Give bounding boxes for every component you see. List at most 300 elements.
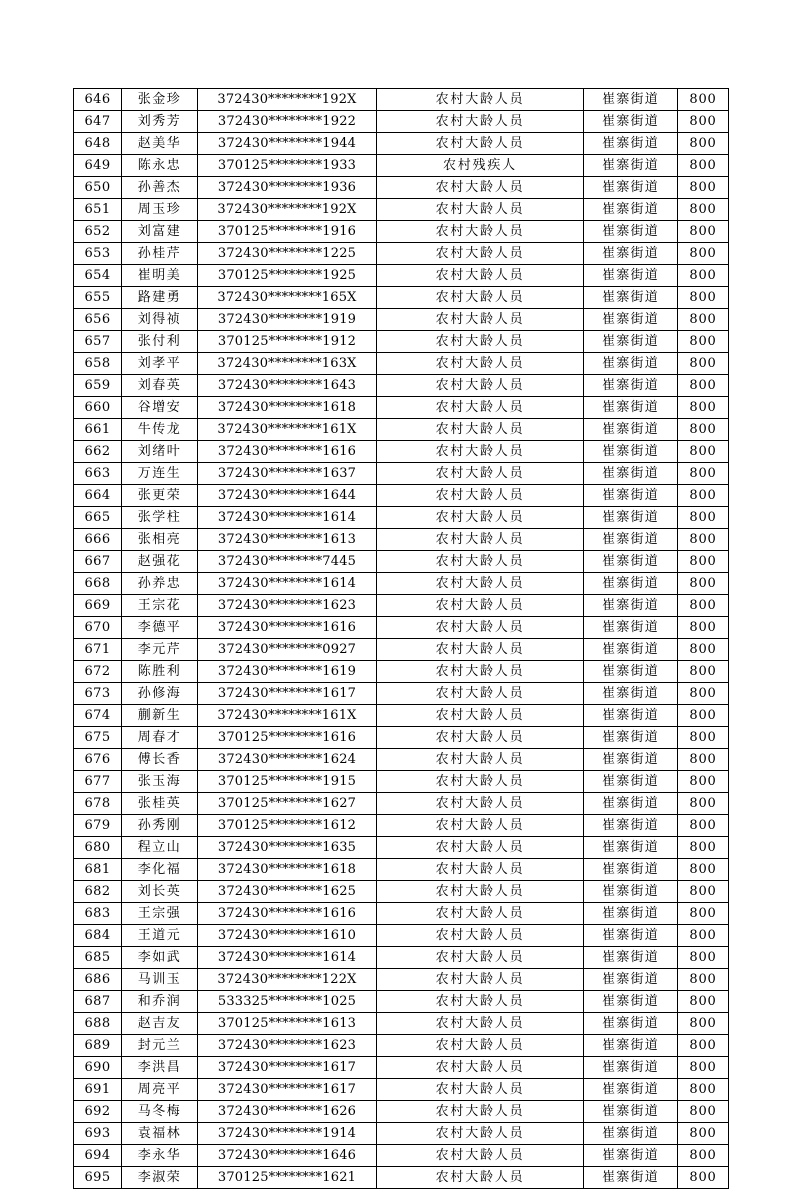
table-row	[74, 881, 729, 903]
cell-amount: 800	[678, 969, 729, 991]
cell-amount: 800	[678, 881, 729, 903]
cell-seq: 692	[74, 1101, 122, 1123]
table-row	[74, 1101, 729, 1123]
cell-street: 崔寨街道	[584, 1145, 678, 1167]
cell-amount: 800	[678, 551, 729, 573]
table-row	[74, 111, 729, 133]
table-row	[74, 859, 729, 881]
cell-category: 农村大龄人员	[377, 265, 584, 287]
cell-category: 农村大龄人员	[377, 1145, 584, 1167]
cell-amount: 800	[678, 1057, 729, 1079]
cell-id-number: 372430********1624	[198, 749, 377, 771]
cell-name: 刘得祯	[122, 309, 198, 331]
cell-amount: 800	[678, 1123, 729, 1145]
cell-street: 崔寨街道	[584, 1167, 678, 1189]
cell-id-number: 372430********1614	[198, 947, 377, 969]
cell-id-number: 370125********1616	[198, 727, 377, 749]
cell-seq: 683	[74, 903, 122, 925]
cell-category: 农村大龄人员	[377, 529, 584, 551]
cell-name: 赵吉友	[122, 1013, 198, 1035]
cell-id-number: 372430********1644	[198, 485, 377, 507]
cell-name: 蒯新生	[122, 705, 198, 727]
cell-id-number: 372430********122X	[198, 969, 377, 991]
cell-street: 崔寨街道	[584, 287, 678, 309]
cell-category: 农村大龄人员	[377, 727, 584, 749]
cell-category: 农村大龄人员	[377, 991, 584, 1013]
cell-name: 李元芹	[122, 639, 198, 661]
table-row	[74, 397, 729, 419]
cell-name: 孙修海	[122, 683, 198, 705]
cell-seq: 694	[74, 1145, 122, 1167]
cell-amount: 800	[678, 859, 729, 881]
cell-seq: 684	[74, 925, 122, 947]
cell-seq: 678	[74, 793, 122, 815]
cell-street: 崔寨街道	[584, 859, 678, 881]
table-row	[74, 265, 729, 287]
cell-amount: 800	[678, 793, 729, 815]
table-row	[74, 155, 729, 177]
cell-street: 崔寨街道	[584, 155, 678, 177]
cell-name: 张更荣	[122, 485, 198, 507]
cell-category: 农村大龄人员	[377, 749, 584, 771]
cell-category: 农村大龄人员	[377, 793, 584, 815]
cell-seq: 659	[74, 375, 122, 397]
cell-seq: 675	[74, 727, 122, 749]
cell-name: 程立山	[122, 837, 198, 859]
cell-street: 崔寨街道	[584, 1035, 678, 1057]
cell-seq: 672	[74, 661, 122, 683]
cell-street: 崔寨街道	[584, 683, 678, 705]
cell-street: 崔寨街道	[584, 727, 678, 749]
cell-name: 马训玉	[122, 969, 198, 991]
cell-seq: 668	[74, 573, 122, 595]
cell-name: 陈永忠	[122, 155, 198, 177]
cell-name: 封元兰	[122, 1035, 198, 1057]
cell-category: 农村大龄人员	[377, 705, 584, 727]
cell-category: 农村大龄人员	[377, 199, 584, 221]
cell-name: 张付利	[122, 331, 198, 353]
cell-street: 崔寨街道	[584, 375, 678, 397]
cell-id-number: 372430********1613	[198, 529, 377, 551]
cell-id-number: 372430********1635	[198, 837, 377, 859]
cell-category: 农村大龄人员	[377, 1057, 584, 1079]
cell-seq: 646	[74, 89, 122, 111]
table-row	[74, 243, 729, 265]
cell-name: 万连生	[122, 463, 198, 485]
cell-seq: 662	[74, 441, 122, 463]
cell-seq: 680	[74, 837, 122, 859]
cell-amount: 800	[678, 397, 729, 419]
cell-amount: 800	[678, 705, 729, 727]
table-row	[74, 815, 729, 837]
cell-name: 李洪昌	[122, 1057, 198, 1079]
cell-name: 周亮平	[122, 1079, 198, 1101]
cell-seq: 679	[74, 815, 122, 837]
cell-street: 崔寨街道	[584, 89, 678, 111]
cell-seq: 666	[74, 529, 122, 551]
table-row	[74, 705, 729, 727]
cell-id-number: 370125********1912	[198, 331, 377, 353]
cell-category: 农村大龄人员	[377, 89, 584, 111]
cell-id-number: 372430********1617	[198, 1079, 377, 1101]
cell-street: 崔寨街道	[584, 111, 678, 133]
cell-category: 农村大龄人员	[377, 419, 584, 441]
roster-table-container	[73, 88, 728, 1189]
cell-street: 崔寨街道	[584, 749, 678, 771]
cell-seq: 658	[74, 353, 122, 375]
cell-street: 崔寨街道	[584, 485, 678, 507]
cell-id-number: 372430********1936	[198, 177, 377, 199]
cell-amount: 800	[678, 1145, 729, 1167]
cell-street: 崔寨街道	[584, 551, 678, 573]
cell-street: 崔寨街道	[584, 639, 678, 661]
cell-id-number: 372430********1922	[198, 111, 377, 133]
cell-street: 崔寨街道	[584, 441, 678, 463]
table-row	[74, 353, 729, 375]
cell-name: 周春才	[122, 727, 198, 749]
cell-street: 崔寨街道	[584, 309, 678, 331]
cell-id-number: 533325********1025	[198, 991, 377, 1013]
cell-id-number: 372430********1643	[198, 375, 377, 397]
cell-street: 崔寨街道	[584, 991, 678, 1013]
cell-category: 农村大龄人员	[377, 375, 584, 397]
cell-seq: 690	[74, 1057, 122, 1079]
cell-seq: 689	[74, 1035, 122, 1057]
cell-seq: 685	[74, 947, 122, 969]
cell-street: 崔寨街道	[584, 419, 678, 441]
cell-id-number: 372430********1616	[198, 617, 377, 639]
cell-name: 李德平	[122, 617, 198, 639]
cell-seq: 669	[74, 595, 122, 617]
cell-name: 刘绪叶	[122, 441, 198, 463]
cell-id-number: 372430********1646	[198, 1145, 377, 1167]
cell-name: 王道元	[122, 925, 198, 947]
cell-street: 崔寨街道	[584, 1123, 678, 1145]
cell-id-number: 372430********1623	[198, 595, 377, 617]
cell-amount: 800	[678, 639, 729, 661]
cell-id-number: 372430********1944	[198, 133, 377, 155]
cell-seq: 657	[74, 331, 122, 353]
cell-street: 崔寨街道	[584, 837, 678, 859]
cell-amount: 800	[678, 353, 729, 375]
cell-category: 农村大龄人员	[377, 595, 584, 617]
cell-amount: 800	[678, 903, 729, 925]
cell-amount: 800	[678, 243, 729, 265]
cell-amount: 800	[678, 1079, 729, 1101]
table-row	[74, 375, 729, 397]
cell-id-number: 372430********192X	[198, 89, 377, 111]
cell-amount: 800	[678, 925, 729, 947]
cell-category: 农村大龄人员	[377, 771, 584, 793]
cell-category: 农村大龄人员	[377, 1035, 584, 1057]
table-row	[74, 749, 729, 771]
cell-name: 刘长英	[122, 881, 198, 903]
cell-seq: 671	[74, 639, 122, 661]
cell-amount: 800	[678, 683, 729, 705]
cell-name: 刘富建	[122, 221, 198, 243]
cell-category: 农村大龄人员	[377, 1079, 584, 1101]
table-row	[74, 991, 729, 1013]
cell-seq: 653	[74, 243, 122, 265]
cell-seq: 663	[74, 463, 122, 485]
cell-street: 崔寨街道	[584, 881, 678, 903]
cell-street: 崔寨街道	[584, 969, 678, 991]
cell-street: 崔寨街道	[584, 463, 678, 485]
table-row	[74, 1057, 729, 1079]
cell-category: 农村大龄人员	[377, 551, 584, 573]
cell-street: 崔寨街道	[584, 507, 678, 529]
cell-seq: 654	[74, 265, 122, 287]
cell-street: 崔寨街道	[584, 1057, 678, 1079]
cell-amount: 800	[678, 463, 729, 485]
cell-seq: 682	[74, 881, 122, 903]
cell-name: 孙秀刚	[122, 815, 198, 837]
table-row	[74, 639, 729, 661]
cell-amount: 800	[678, 375, 729, 397]
cell-amount: 800	[678, 111, 729, 133]
table-row	[74, 463, 729, 485]
cell-street: 崔寨街道	[584, 397, 678, 419]
cell-seq: 664	[74, 485, 122, 507]
table-row	[74, 617, 729, 639]
cell-category: 农村大龄人员	[377, 353, 584, 375]
cell-name: 刘春英	[122, 375, 198, 397]
cell-id-number: 372430********163X	[198, 353, 377, 375]
cell-amount: 800	[678, 1013, 729, 1035]
cell-seq: 681	[74, 859, 122, 881]
cell-street: 崔寨街道	[584, 331, 678, 353]
table-row	[74, 1145, 729, 1167]
cell-id-number: 372430********1618	[198, 397, 377, 419]
cell-name: 陈胜利	[122, 661, 198, 683]
roster-table-body	[74, 89, 729, 1189]
cell-seq: 687	[74, 991, 122, 1013]
cell-name: 王宗强	[122, 903, 198, 925]
cell-seq: 695	[74, 1167, 122, 1189]
cell-category: 农村大龄人员	[377, 1101, 584, 1123]
cell-id-number: 372430********1637	[198, 463, 377, 485]
cell-seq: 667	[74, 551, 122, 573]
cell-name: 袁福林	[122, 1123, 198, 1145]
cell-category: 农村大龄人员	[377, 287, 584, 309]
cell-name: 周玉珍	[122, 199, 198, 221]
cell-id-number: 370125********1613	[198, 1013, 377, 1035]
cell-amount: 800	[678, 991, 729, 1013]
cell-category: 农村大龄人员	[377, 1123, 584, 1145]
cell-street: 崔寨街道	[584, 243, 678, 265]
cell-category: 农村大龄人员	[377, 441, 584, 463]
cell-seq: 674	[74, 705, 122, 727]
table-row	[74, 89, 729, 111]
cell-id-number: 372430********0927	[198, 639, 377, 661]
table-row	[74, 793, 729, 815]
cell-id-number: 372430********161X	[198, 419, 377, 441]
cell-street: 崔寨街道	[584, 1101, 678, 1123]
cell-seq: 691	[74, 1079, 122, 1101]
cell-name: 牛传龙	[122, 419, 198, 441]
table-row	[74, 485, 729, 507]
cell-amount: 800	[678, 1167, 729, 1189]
cell-name: 路建勇	[122, 287, 198, 309]
cell-street: 崔寨街道	[584, 771, 678, 793]
cell-seq: 693	[74, 1123, 122, 1145]
cell-name: 孙桂芹	[122, 243, 198, 265]
cell-category: 农村大龄人员	[377, 243, 584, 265]
table-row	[74, 441, 729, 463]
cell-id-number: 370125********1621	[198, 1167, 377, 1189]
cell-street: 崔寨街道	[584, 1013, 678, 1035]
cell-category: 农村大龄人员	[377, 1013, 584, 1035]
cell-id-number: 370125********1612	[198, 815, 377, 837]
cell-name: 张玉海	[122, 771, 198, 793]
cell-amount: 800	[678, 485, 729, 507]
cell-category: 农村大龄人员	[377, 837, 584, 859]
cell-name: 王宗花	[122, 595, 198, 617]
cell-id-number: 372430********165X	[198, 287, 377, 309]
cell-name: 李永华	[122, 1145, 198, 1167]
cell-amount: 800	[678, 309, 729, 331]
cell-amount: 800	[678, 595, 729, 617]
cell-id-number: 372430********1619	[198, 661, 377, 683]
table-row	[74, 1123, 729, 1145]
cell-amount: 800	[678, 947, 729, 969]
table-row	[74, 309, 729, 331]
cell-id-number: 372430********1919	[198, 309, 377, 331]
cell-id-number: 372430********1617	[198, 683, 377, 705]
cell-amount: 800	[678, 529, 729, 551]
cell-category: 农村大龄人员	[377, 177, 584, 199]
cell-id-number: 372430********1626	[198, 1101, 377, 1123]
cell-seq: 661	[74, 419, 122, 441]
cell-street: 崔寨街道	[584, 617, 678, 639]
cell-amount: 800	[678, 155, 729, 177]
cell-seq: 673	[74, 683, 122, 705]
table-row	[74, 529, 729, 551]
cell-amount: 800	[678, 749, 729, 771]
table-row	[74, 969, 729, 991]
cell-street: 崔寨街道	[584, 595, 678, 617]
table-row	[74, 507, 729, 529]
table-row	[74, 221, 729, 243]
cell-seq: 677	[74, 771, 122, 793]
cell-amount: 800	[678, 617, 729, 639]
cell-category: 农村大龄人员	[377, 397, 584, 419]
cell-seq: 665	[74, 507, 122, 529]
cell-name: 张学柱	[122, 507, 198, 529]
cell-category: 农村大龄人员	[377, 683, 584, 705]
cell-amount: 800	[678, 573, 729, 595]
cell-category: 农村大龄人员	[377, 507, 584, 529]
cell-category: 农村大龄人员	[377, 1167, 584, 1189]
cell-street: 崔寨街道	[584, 705, 678, 727]
cell-amount: 800	[678, 133, 729, 155]
table-row	[74, 199, 729, 221]
table-row	[74, 661, 729, 683]
cell-id-number: 370125********1915	[198, 771, 377, 793]
cell-street: 崔寨街道	[584, 221, 678, 243]
table-row	[74, 1035, 729, 1057]
cell-name: 刘孝平	[122, 353, 198, 375]
cell-seq: 648	[74, 133, 122, 155]
cell-seq: 686	[74, 969, 122, 991]
cell-name: 张相亮	[122, 529, 198, 551]
cell-amount: 800	[678, 287, 729, 309]
cell-street: 崔寨街道	[584, 1079, 678, 1101]
cell-id-number: 372430********1623	[198, 1035, 377, 1057]
table-row	[74, 573, 729, 595]
cell-name: 赵美华	[122, 133, 198, 155]
cell-name: 刘秀芳	[122, 111, 198, 133]
cell-street: 崔寨街道	[584, 815, 678, 837]
cell-id-number: 372430********1914	[198, 1123, 377, 1145]
cell-id-number: 372430********1618	[198, 859, 377, 881]
cell-seq: 647	[74, 111, 122, 133]
cell-category: 农村大龄人员	[377, 485, 584, 507]
cell-category: 农村大龄人员	[377, 815, 584, 837]
table-row	[74, 419, 729, 441]
cell-category: 农村残疾人	[377, 155, 584, 177]
cell-category: 农村大龄人员	[377, 639, 584, 661]
table-row	[74, 133, 729, 155]
table-row	[74, 1167, 729, 1189]
cell-category: 农村大龄人员	[377, 617, 584, 639]
cell-id-number: 372430********1614	[198, 573, 377, 595]
cell-name: 张金珍	[122, 89, 198, 111]
cell-street: 崔寨街道	[584, 947, 678, 969]
cell-name: 赵强花	[122, 551, 198, 573]
cell-seq: 670	[74, 617, 122, 639]
cell-amount: 800	[678, 265, 729, 287]
cell-category: 农村大龄人员	[377, 947, 584, 969]
cell-amount: 800	[678, 89, 729, 111]
cell-category: 农村大龄人员	[377, 925, 584, 947]
cell-id-number: 372430********192X	[198, 199, 377, 221]
cell-name: 和乔润	[122, 991, 198, 1013]
cell-amount: 800	[678, 1101, 729, 1123]
cell-name: 李淑荣	[122, 1167, 198, 1189]
cell-category: 农村大龄人员	[377, 881, 584, 903]
cell-category: 农村大龄人员	[377, 903, 584, 925]
cell-id-number: 372430********1625	[198, 881, 377, 903]
cell-seq: 652	[74, 221, 122, 243]
cell-id-number: 372430********7445	[198, 551, 377, 573]
cell-seq: 676	[74, 749, 122, 771]
cell-category: 农村大龄人员	[377, 221, 584, 243]
cell-street: 崔寨街道	[584, 661, 678, 683]
table-row	[74, 683, 729, 705]
table-row	[74, 903, 729, 925]
cell-amount: 800	[678, 441, 729, 463]
cell-street: 崔寨街道	[584, 133, 678, 155]
cell-name: 傅长香	[122, 749, 198, 771]
cell-name: 马冬梅	[122, 1101, 198, 1123]
cell-street: 崔寨街道	[584, 353, 678, 375]
cell-amount: 800	[678, 837, 729, 859]
cell-id-number: 370125********1933	[198, 155, 377, 177]
cell-id-number: 372430********1616	[198, 903, 377, 925]
cell-amount: 800	[678, 1035, 729, 1057]
cell-street: 崔寨街道	[584, 903, 678, 925]
cell-category: 农村大龄人员	[377, 969, 584, 991]
cell-seq: 660	[74, 397, 122, 419]
cell-category: 农村大龄人员	[377, 111, 584, 133]
cell-street: 崔寨街道	[584, 925, 678, 947]
table-row	[74, 331, 729, 353]
cell-amount: 800	[678, 771, 729, 793]
cell-street: 崔寨街道	[584, 177, 678, 199]
cell-id-number: 372430********161X	[198, 705, 377, 727]
cell-category: 农村大龄人员	[377, 133, 584, 155]
